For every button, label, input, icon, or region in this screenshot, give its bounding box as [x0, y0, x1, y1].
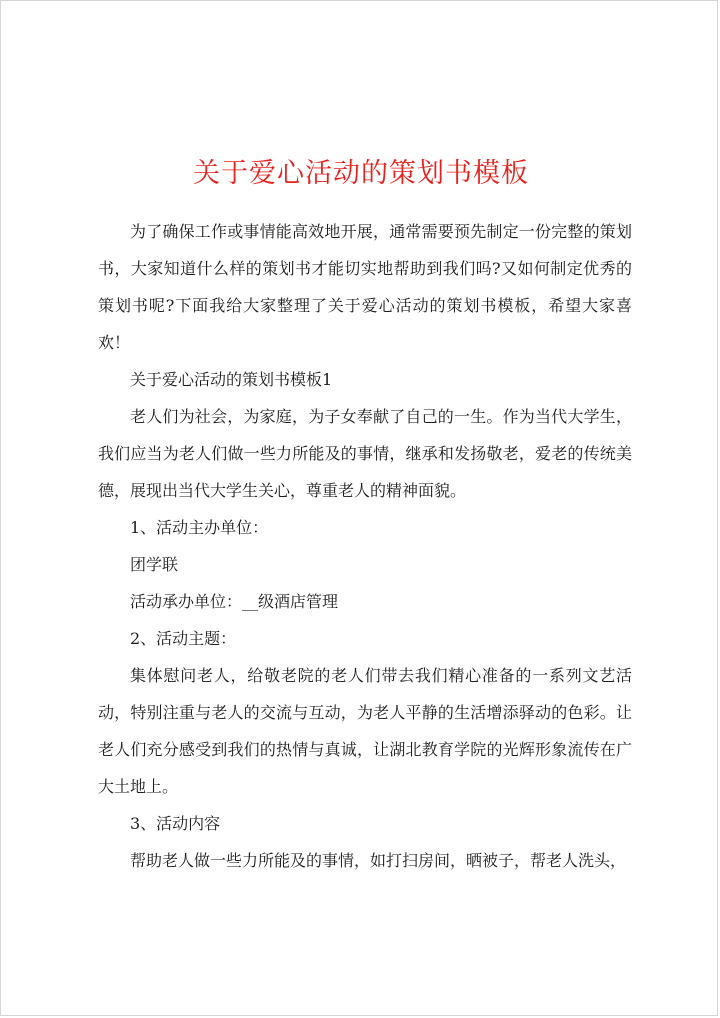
paragraph-theme: 集体慰问老人，给敬老院的老人们带去我们精心准备的一系列文艺活动，特别注重与老人的交流与互动，为老人平静的生活增添驿动的色彩。让老人们充分感受到我们的热情与真诚，让湖北教育学院的光辉形象流传在广大土地上。: [98, 666, 632, 796]
paragraph-co-organizer: 活动承办单位：__级酒店管理: [130, 592, 339, 611]
paragraph-organizer-heading: 1、活动主办单位：: [130, 518, 269, 537]
paragraph-content: 帮助老人做一些力所能及的事情，如打扫房间，晒被子，帮老人洗头，: [130, 851, 627, 870]
paragraph-theme-heading: 2、活动主题：: [130, 629, 237, 648]
document-title: 关于爱心活动的策划书模板: [193, 158, 529, 189]
paragraph-content-heading: 3、活动内容: [130, 814, 221, 833]
paragraph-intro: 为了确保工作或事情能高效地开展，通常需要预先制定一份完整的策划书，大家知道什么样的策划书才能切实地帮助到我们吗?又如何制定优秀的策划书呢?下面我给大家整理了关于爱心活动的策划书模板，希望大家喜欢！: [98, 222, 632, 352]
paragraph-background: 老人们为社会，为家庭，为子女奉献了自己的一生。作为当代大学生，我们应当为老人们做一些力所能及的事情，继承和发扬敬老，爱老的传统美德，展现出当代大学生关心，尊重老人的精神面貌。: [98, 407, 632, 500]
paragraph-template-heading: 关于爱心活动的策划书模板1: [130, 370, 333, 389]
paragraph-organizer: 团学联: [130, 555, 179, 574]
document-body: [98, 213, 632, 879]
